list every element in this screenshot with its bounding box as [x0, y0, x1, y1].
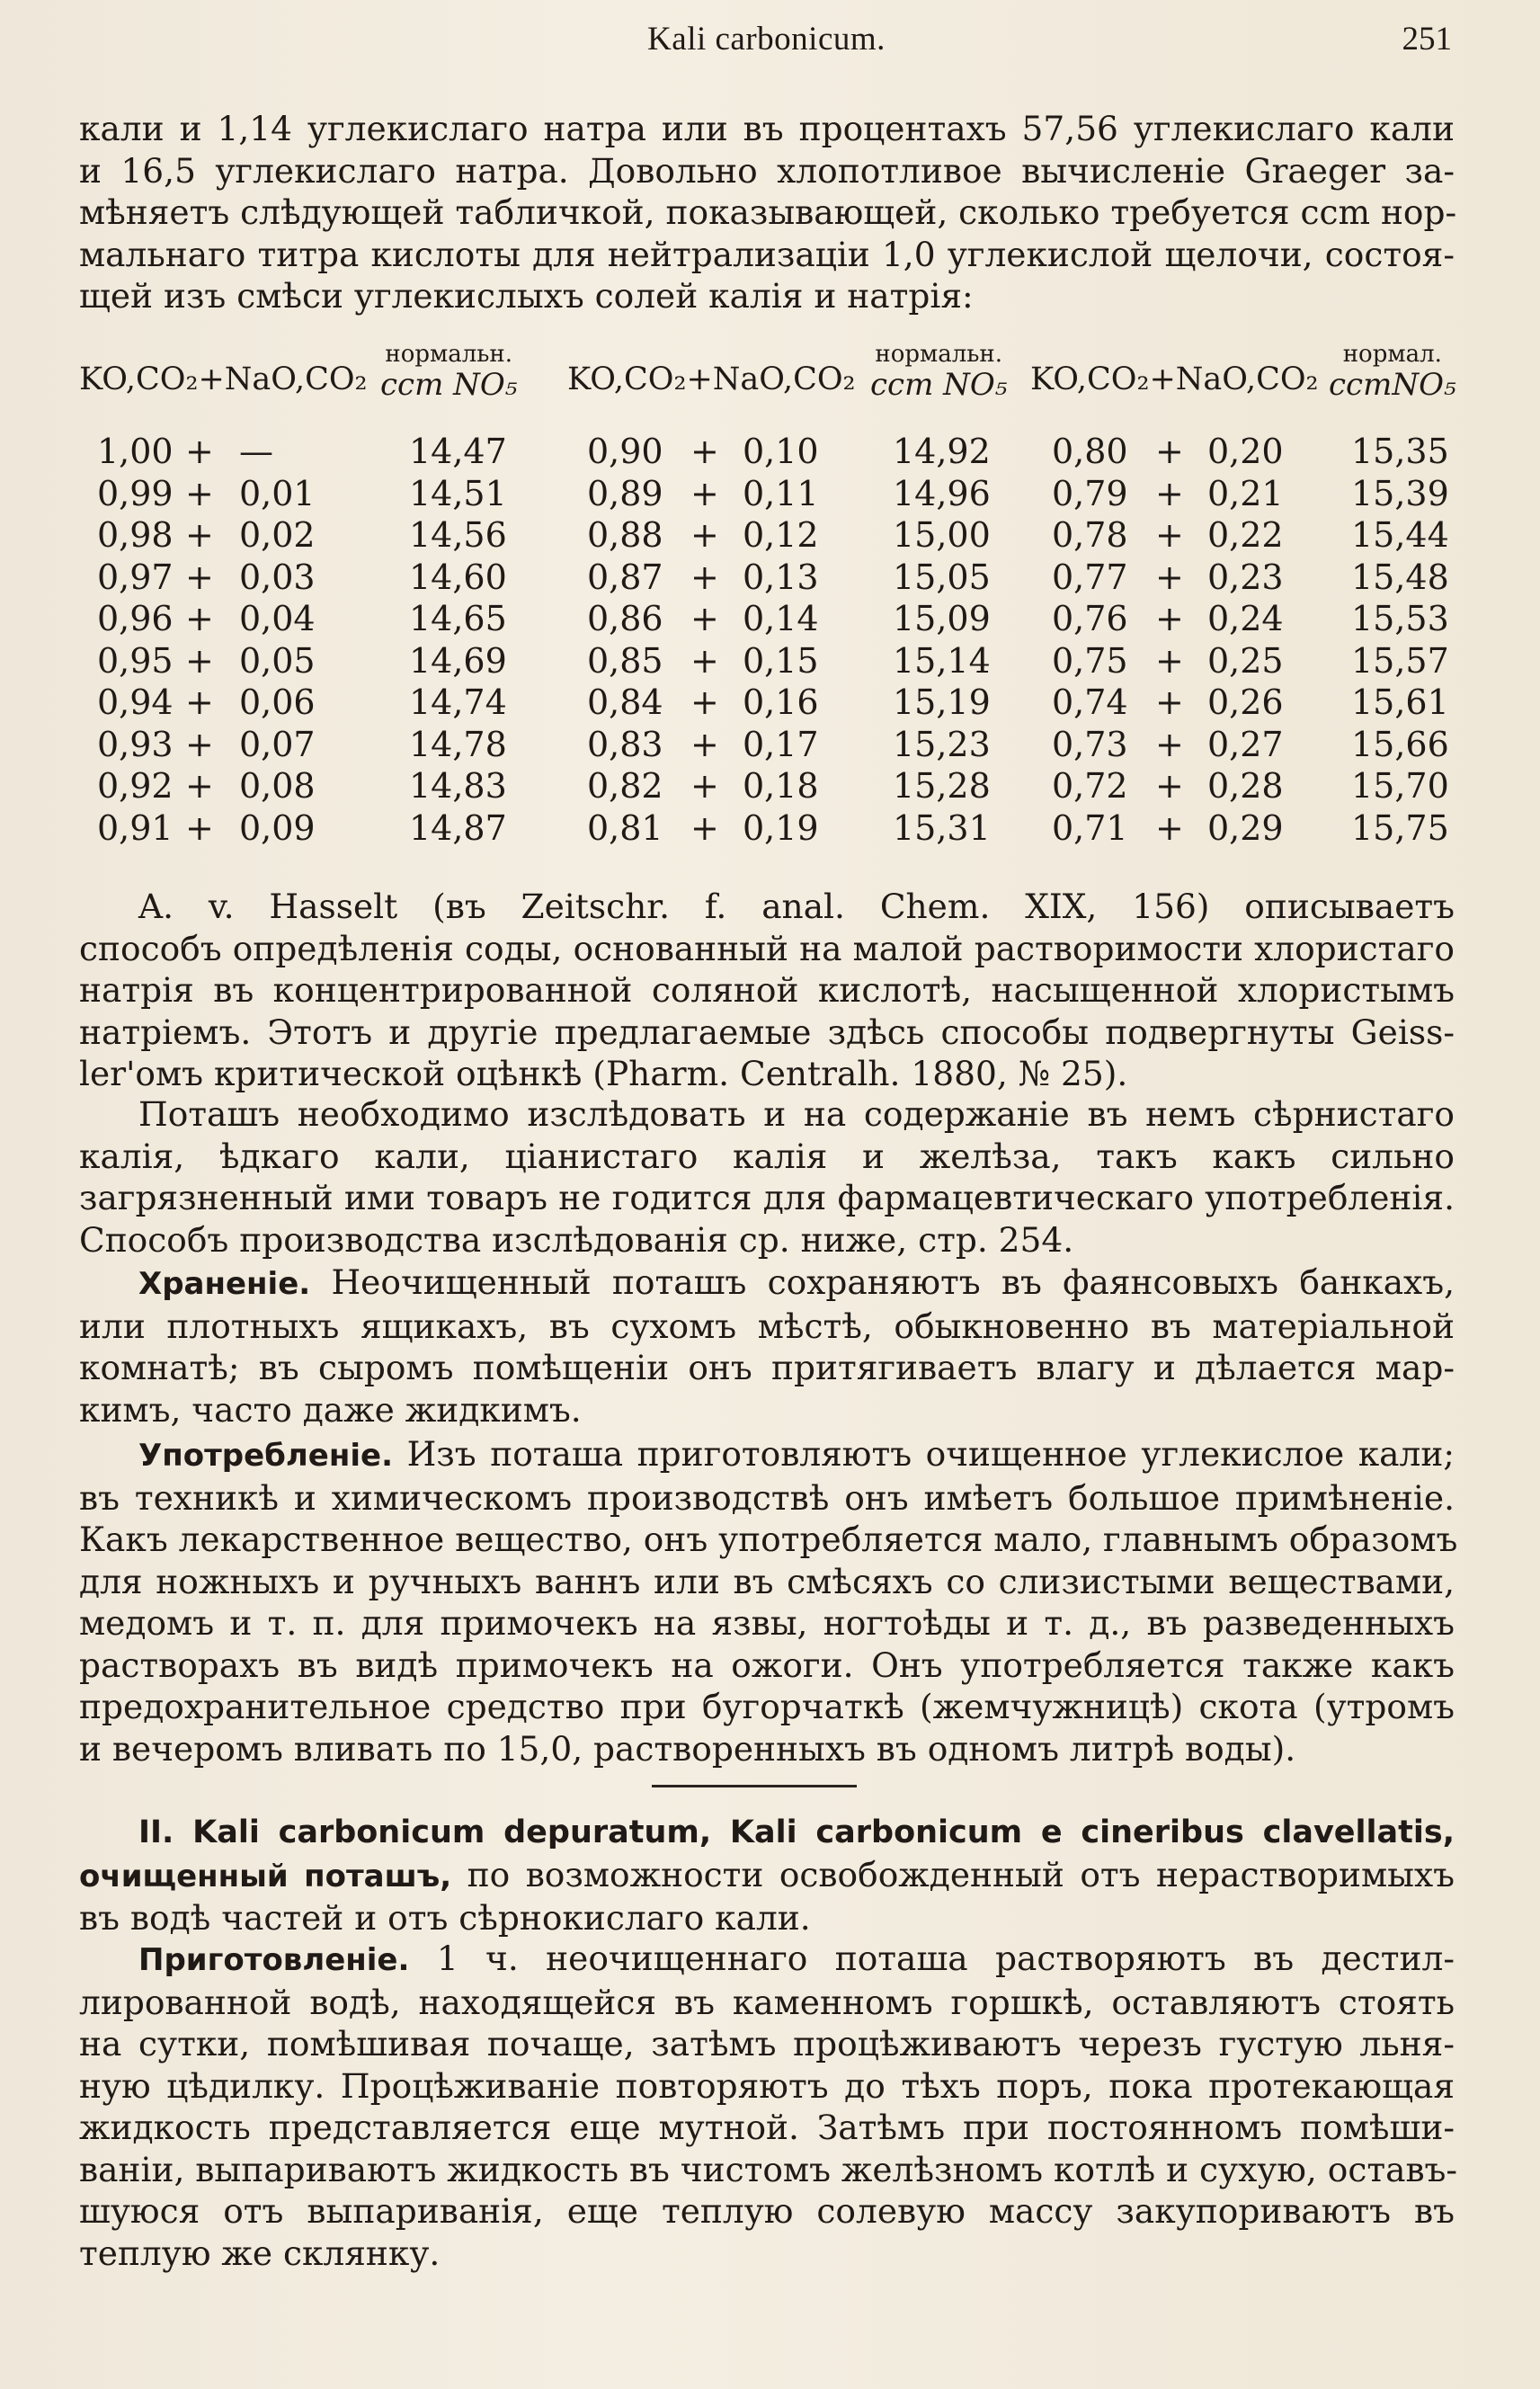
table-cell-sodium: 0,16: [743, 682, 819, 722]
table-cell-plus: +: [690, 724, 719, 764]
table-cell-normal: 14,69: [409, 640, 507, 681]
column-header-normal: [1329, 342, 1456, 403]
column-header-normal: [870, 342, 1007, 403]
table-cell-plus: +: [185, 682, 214, 722]
text-line: жидкость представляется еще мутной. Затѣмъ при постоянномъ помѣши-: [79, 2108, 1455, 2147]
table-cell-potassium: 0,72: [1052, 766, 1128, 806]
table-cell-normal: 15,44: [1351, 515, 1449, 555]
text-line: на сутки, помѣшивая почаще, затѣмъ процѣживаютъ черезъ густую льня-: [79, 2024, 1455, 2064]
table-cell-potassium: 0,91: [97, 807, 174, 848]
table-cell-sodium: 0,29: [1207, 807, 1284, 848]
table-cell-plus: +: [1155, 473, 1184, 513]
table-cell-potassium: 0,81: [587, 807, 663, 848]
table-cell-sodium: 0,09: [239, 807, 316, 848]
table-cell-normal: 15,31: [893, 807, 991, 848]
table-cell-plus: +: [185, 473, 214, 513]
table-cell-plus: +: [690, 807, 719, 848]
table-cell-potassium: 0,96: [97, 599, 174, 638]
text-line: мѣняетъ слѣдующей табличкой, показывающей, сколько требуется ccm нор-: [79, 192, 1457, 232]
paragraph-potash: [79, 1093, 1455, 1261]
table-cell-plus: +: [185, 724, 214, 764]
column-header-formula: KO,CO₂+NaO,CO₂: [1030, 361, 1319, 397]
table-cell-potassium: 0,94: [97, 682, 174, 722]
table-cell-normal: 15,23: [893, 724, 991, 764]
table-cell-normal: 14,78: [409, 724, 507, 764]
column-header-normal-top: нормальн.: [385, 341, 512, 368]
table-cell-plus: +: [1155, 682, 1184, 722]
table-cell-normal: 15,35: [1351, 432, 1449, 471]
table-cell-plus: +: [1155, 599, 1184, 638]
table-cell-sodium: 0,17: [743, 724, 819, 764]
table-cell-potassium: 0,89: [587, 473, 663, 513]
table-cell-normal: 15,00: [893, 515, 991, 555]
table-row: [79, 432, 1455, 473]
table-row: [79, 599, 1455, 640]
text-line: Способъ производства изслѣдованія ср. ниже, стр. 254.: [79, 1219, 1074, 1260]
table-cell-plus: +: [1155, 724, 1184, 764]
text-line: калія, ѣдкаго кали, ціанистаго калія и желѣза, такъ какъ сильно: [79, 1136, 1455, 1176]
preparation-text: 1 ч. неочищеннаго поташа растворяютъ въ дестил-: [436, 1939, 1455, 1978]
table-cell-normal: 15,28: [893, 766, 991, 806]
table-cell-sodium: 0,07: [239, 724, 316, 764]
table-cell-sodium: 0,02: [239, 515, 316, 555]
running-title: Kali carbonicum.: [647, 21, 886, 58]
table-cell-plus: +: [1155, 515, 1184, 555]
table-cell-normal: 14,74: [409, 682, 507, 722]
table-cell-sodium: 0,04: [239, 599, 316, 638]
table-cell-normal: 15,66: [1351, 724, 1449, 764]
table-cell-plus: +: [1155, 557, 1184, 597]
text-line: ваніи, выпариваютъ жидкость въ чистомъ желѣзномъ котлѣ и сухую, оставъ-: [79, 2149, 1458, 2189]
text-line: [79, 1433, 1455, 1477]
table-cell-normal: 15,57: [1351, 640, 1449, 681]
text-line: и вечеромъ вливать по 15,0, растворенныхъ въ одномъ литрѣ воды).: [79, 1728, 1296, 1769]
table-cell-plus: +: [185, 432, 214, 471]
table-cell-plus: +: [185, 599, 214, 638]
text-line: Какъ лекарственное вещество, онъ употребляется мало, главнымъ образомъ: [79, 1520, 1458, 1559]
table-cell-potassium: 0,85: [587, 640, 663, 681]
table-header: [79, 342, 1455, 428]
table-cell-normal: 14,92: [893, 432, 991, 471]
table-cell-potassium: 0,98: [97, 515, 174, 555]
text-line: [79, 1938, 1455, 1982]
paragraph-preparation: [79, 1938, 1458, 2274]
table-cell-sodium: 0,19: [743, 807, 819, 848]
table-cell-plus: +: [690, 682, 719, 722]
table-cell-sodium: 0,06: [239, 682, 316, 722]
text-line: и 16,5 углекислаго натра. Довольно хлопотливое вычисленіе Graeger за-: [79, 150, 1455, 191]
text-line: A. v. Hasselt (въ Zeitschr. f. anal. Chem. XIX, 156) описываетъ: [138, 887, 1455, 926]
table-cell-sodium: 0,18: [743, 766, 819, 806]
section-divider: [652, 1785, 857, 1787]
section-subtitle-bold: очищенный поташъ,: [79, 1858, 452, 1894]
column-header-normal-bottom: ccm NO₅: [380, 367, 518, 403]
table-cell-sodium: 0,13: [743, 557, 819, 597]
table-cell-potassium: 0,88: [587, 515, 663, 555]
table-cell-potassium: 0,99: [97, 473, 174, 513]
table-cell-normal: 14,65: [409, 599, 507, 638]
table-cell-plus: +: [185, 515, 214, 555]
table-cell-normal: 15,70: [1351, 766, 1449, 806]
table-row: [79, 641, 1455, 682]
table-row: [79, 474, 1455, 515]
text-line: [79, 1261, 1455, 1306]
table-row: [79, 808, 1455, 850]
storage-heading: Храненіе.: [138, 1266, 311, 1302]
table-cell-potassium: 0,87: [587, 557, 663, 597]
text-line: предохранительное средство при бугорчаткѣ (жемчужницѣ) скота (утромъ: [79, 1687, 1455, 1726]
table-cell-potassium: 0,83: [587, 724, 663, 764]
table-cell-potassium: 0,82: [587, 766, 663, 806]
column-header-normal-top: нормал.: [1342, 341, 1442, 368]
table-cell-potassium: 0,92: [97, 766, 174, 806]
table-cell-normal: 15,14: [893, 640, 991, 681]
text-line: шуюся отъ выпариванія, еще теплую солевую массу закупориваютъ въ: [79, 2191, 1455, 2231]
table-cell-potassium: 0,75: [1052, 640, 1128, 681]
table-cell-plus: +: [690, 599, 719, 638]
table-cell-sodium: 0,28: [1207, 766, 1284, 806]
table-cell-normal: 15,05: [893, 557, 991, 597]
table-cell-plus: +: [1155, 640, 1184, 681]
table-cell-sodium: 0,23: [1207, 557, 1284, 597]
table-cell-plus: +: [185, 640, 214, 681]
table-cell-sodium: 0,08: [239, 766, 316, 806]
table-cell-normal: 15,19: [893, 682, 991, 722]
table-cell-sodium: 0,01: [239, 473, 316, 513]
table-cell-sodium: 0,27: [1207, 724, 1284, 764]
usage-text: Изъ поташа приготовляютъ очищенное углекислое кали;: [406, 1434, 1455, 1474]
table-cell-plus: +: [690, 557, 719, 597]
table-cell-potassium: 0,95: [97, 640, 174, 681]
table-cell-potassium: 0,90: [587, 432, 663, 471]
section-ii-heading: [79, 1812, 1455, 1939]
text-line: медомъ и т. п. для примочекъ на язвы, ногтоѣды и т. д., въ разведенныхъ: [79, 1603, 1455, 1643]
table-cell-potassium: 0,93: [97, 724, 174, 764]
column-header-normal-bottom: ccmNO₅: [1329, 367, 1456, 403]
table-row: [79, 682, 1455, 724]
table-cell-potassium: 0,80: [1052, 432, 1128, 471]
column-header-formula: KO,CO₂+NaO,CO₂: [79, 361, 368, 397]
table-cell-potassium: 0,77: [1052, 557, 1128, 597]
table-row: [79, 515, 1455, 557]
text-line: въ водѣ частей и отъ сѣрнокислаго кали.: [79, 1898, 811, 1938]
section-subtitle-rest: по возможности освобожденный отъ нерастворимыхъ: [467, 1854, 1455, 1894]
table-cell-sodium: 0,20: [1207, 432, 1284, 471]
table-cell-sodium: 0,11: [743, 473, 819, 513]
table-cell-normal: 14,96: [893, 473, 991, 513]
text-line: кимъ, часто даже жидкимъ.: [79, 1389, 582, 1430]
table-cell-normal: 14,60: [409, 557, 507, 597]
preparation-heading: Приготовленіе.: [138, 1942, 410, 1978]
column-header-normal-top: нормальн.: [875, 341, 1002, 368]
table-cell-sodium: 0,03: [239, 557, 316, 597]
page-number: 251: [1402, 21, 1452, 58]
table-cell-plus: +: [185, 766, 214, 806]
section-title: II. Kali carbonicum depuratum, Kali carbonicum e cineribus clavellatis,: [138, 1814, 1455, 1850]
table-cell-plus: +: [690, 432, 719, 471]
text-line: [79, 1854, 1455, 1898]
text-line: способъ опредѣленія соды, основанный на малой растворимости хлористаго: [79, 928, 1455, 968]
table-cell-potassium: 0,74: [1052, 682, 1128, 722]
table-row: [79, 725, 1455, 766]
table-cell-sodium: 0,12: [743, 515, 819, 555]
table-cell-potassium: 0,97: [97, 557, 174, 597]
text-line: теплую же склянку.: [79, 2233, 441, 2273]
intro-paragraph: [79, 108, 1455, 317]
column-header-normal: [380, 342, 517, 403]
table-cell-plus: +: [690, 640, 719, 681]
table-cell-normal: 15,48: [1351, 557, 1449, 597]
table-cell-normal: 14,56: [409, 515, 507, 555]
table-row: [79, 766, 1455, 807]
table-cell-sodium: 0,10: [743, 432, 819, 471]
table-cell-plus: +: [185, 557, 214, 597]
text-line: лированной водѣ, находящейся въ каменномъ горшкѣ, оставляютъ стоять: [79, 1982, 1455, 2022]
text-line: для ножныхъ и ручныхъ ваннъ или въ смѣсяхъ со слизистыми веществами,: [79, 1561, 1455, 1601]
usage-heading: Употребленіе.: [138, 1438, 393, 1474]
text-line: или плотныхъ ящикахъ, въ сухомъ мѣстѣ, обыкновенно въ матеріальной: [79, 1306, 1455, 1346]
table-cell-normal: 15,53: [1351, 599, 1449, 638]
table-cell-plus: +: [1155, 807, 1184, 848]
text-line: щей изъ смѣси углекислыхъ солей калія и натрія:: [79, 276, 974, 316]
table-row: [79, 557, 1455, 599]
table-cell-potassium: 1,00: [97, 432, 174, 471]
text-line: Поташъ необходимо изслѣдовать и на содержаніе въ немъ сѣрнистаго: [138, 1094, 1455, 1134]
table-cell-normal: 15,61: [1351, 682, 1449, 722]
paragraph-storage: [79, 1261, 1455, 1431]
table-cell-normal: 14,83: [409, 766, 507, 806]
table-cell-plus: +: [690, 766, 719, 806]
text-line: кали и 1,14 углекислаго натра или въ процентахъ 57,56 углекислаго кали: [79, 109, 1455, 148]
text-line: мальнаго титра кислоты для нейтрализаціи 1,0 углекислой щелочи, состоя-: [79, 234, 1455, 274]
table-cell-normal: 15,39: [1351, 473, 1449, 513]
table-cell-potassium: 0,76: [1052, 599, 1128, 638]
table-cell-plus: +: [690, 473, 719, 513]
table-cell-plus: +: [185, 807, 214, 848]
table-cell-potassium: 0,78: [1052, 515, 1128, 555]
text-line: загрязненный ими товаръ не годится для фармацевтическаго употребленія.: [79, 1178, 1455, 1217]
table-cell-potassium: 0,73: [1052, 724, 1128, 764]
table-cell-normal: 15,09: [893, 599, 991, 638]
table-cell-sodium: 0,15: [743, 640, 819, 681]
page-header: [81, 20, 1452, 65]
column-header-formula: KO,CO₂+NaO,CO₂: [567, 361, 856, 397]
storage-text: Неочищенный поташъ сохраняютъ въ фаянсовыхъ банкахъ,: [331, 1262, 1455, 1302]
text-line: ler'омъ критической оцѣнкѣ (Pharm. Centralh. 1880, № 25).: [79, 1054, 1128, 1093]
table-cell-potassium: 0,86: [587, 599, 663, 638]
text-line: ную цѣдилку. Процѣживаніе повторяютъ до тѣхъ поръ, пока протекающая: [79, 2065, 1455, 2106]
text-line: въ техникѣ и химическомъ производствѣ онъ имѣетъ большое примѣненіе.: [79, 1477, 1455, 1518]
table-cell-sodium: —: [239, 432, 273, 471]
table-cell-sodium: 0,25: [1207, 640, 1284, 681]
table-cell-sodium: 0,22: [1207, 515, 1284, 555]
text-line: растворахъ въ видѣ примочекъ на ожоги. Онъ употребляется также какъ: [79, 1645, 1455, 1685]
table-cell-plus: +: [1155, 766, 1184, 806]
table-cell-sodium: 0,26: [1207, 682, 1284, 722]
table-cell-potassium: 0,79: [1052, 473, 1128, 513]
table-cell-sodium: 0,14: [743, 599, 819, 638]
text-line: натріемъ. Этотъ и другіе предлагаемые здѣсь способы подвергнуты Geiss-: [79, 1012, 1455, 1052]
paragraph-hasselt: [79, 886, 1455, 1095]
table-cell-potassium: 0,71: [1052, 807, 1128, 848]
text-line: комнатѣ; въ сыромъ помѣщеніи онъ притягиваетъ влагу и дѣлается мар-: [79, 1348, 1455, 1387]
table-cell-sodium: 0,24: [1207, 599, 1284, 638]
table-cell-plus: +: [690, 515, 719, 555]
table-cell-sodium: 0,05: [239, 640, 316, 681]
table-cell-normal: 14,51: [409, 473, 507, 513]
paragraph-usage: [79, 1433, 1458, 1769]
table-cell-normal: 14,47: [409, 432, 507, 471]
table-cell-plus: +: [1155, 432, 1184, 471]
table-cell-normal: 14,87: [409, 807, 507, 848]
table-cell-potassium: 0,84: [587, 682, 663, 722]
column-header-normal-bottom: ccm NO₅: [870, 367, 1008, 403]
text-line: натрія въ концентрированной соляной кислотѣ, насыщенной хлористымъ: [79, 970, 1455, 1010]
table-cell-sodium: 0,21: [1207, 473, 1284, 513]
table-cell-normal: 15,75: [1351, 807, 1449, 848]
